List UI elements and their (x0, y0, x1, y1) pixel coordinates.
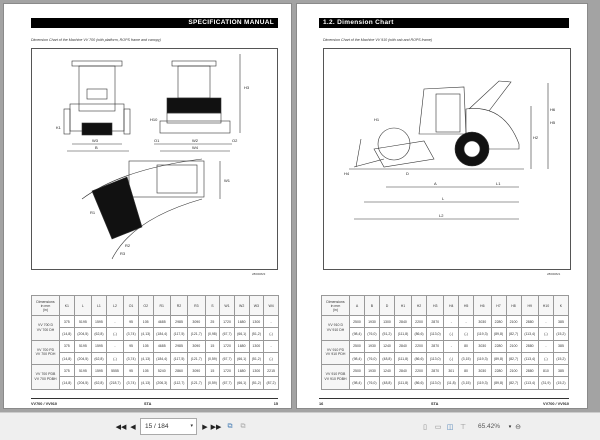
table-cell: (15,2) (553, 377, 568, 389)
table-cell: 1300 (249, 340, 264, 352)
table-cell: 95 (124, 365, 139, 377)
table-cell: (184,4) (153, 328, 170, 340)
table-cell: (98,4) (350, 352, 365, 364)
table-cell: (-) (106, 328, 123, 340)
model-name: VV 700 DH (36, 327, 55, 332)
table-cell: (119,3) (474, 328, 491, 340)
previous-view-icon[interactable]: ⧉ (227, 423, 233, 430)
dim-label-o1: O1 (154, 138, 160, 143)
zoom-dropdown-icon[interactable]: ▾ (508, 424, 512, 430)
table-cell: 1680 (234, 340, 249, 352)
table-cell: 80 (459, 340, 474, 352)
table-cell: 2280 (491, 340, 506, 352)
table-cell: - (106, 340, 123, 352)
table-cell: (89,8) (491, 377, 506, 389)
model-name: VV 910 PDB (325, 372, 346, 377)
table-cell: 1680 (234, 316, 249, 328)
table-cell: 385 (553, 365, 568, 377)
table-cell: 375 (60, 316, 75, 328)
table-cell: 1300 (379, 316, 394, 328)
model-name: VV 700 PDH (35, 352, 56, 357)
page-header: SPECIFICATION MANUAL (31, 18, 278, 28)
table-cell: 2870 (427, 365, 444, 377)
column-header: R2 (170, 296, 187, 316)
table-header-row (322, 296, 569, 316)
table-cell: (117,5) (170, 352, 187, 364)
table-cell: - (444, 316, 459, 328)
column-header: W3 (249, 296, 264, 316)
footer-brand-logo: STA (431, 402, 439, 406)
table-cell: 2840 (394, 365, 411, 377)
column-header: S (205, 296, 220, 316)
dim-label-b: B (95, 145, 98, 150)
dim-label-h6: H6 (550, 107, 556, 112)
table-cell: 3090 (188, 316, 205, 328)
table-cell: 2880 (521, 340, 538, 352)
table-cell: (-) (264, 352, 279, 364)
table-cell: 385 (553, 340, 568, 352)
table-cell: 1595 (92, 340, 107, 352)
table-cell: (-) (106, 352, 123, 364)
table-cell: 2860 (170, 365, 187, 377)
dim-label-h10: H10 (150, 117, 158, 122)
zoom-out-icon[interactable]: ⊖ (515, 424, 521, 431)
model-name: VV 700 PDB (35, 372, 56, 377)
page-header: 1.2. Dimension Chart (319, 18, 569, 28)
table-cell: (11,8) (444, 377, 459, 389)
table-cell: 375 (60, 365, 75, 377)
table-cell: 3090 (188, 340, 205, 352)
table-cell: (66,1) (234, 328, 249, 340)
table-cell: 1240 (379, 340, 394, 352)
column-header: L1 (92, 296, 107, 316)
table-cell: (111,8) (394, 328, 411, 340)
column-header: H2 (412, 296, 427, 316)
table-cell: 3030 (474, 340, 491, 352)
table-cell: (119,3) (474, 352, 491, 364)
table-cell: (4,13) (138, 328, 153, 340)
table-cell: 105 (138, 340, 153, 352)
model-name: VV 910 PDBH (324, 376, 347, 381)
table-cell: 4685 (153, 316, 170, 328)
table-row (322, 328, 569, 340)
single-page-view-icon[interactable]: ▯ (423, 424, 427, 431)
table-cell: 1720 (220, 365, 235, 377)
table-cell: (204,5) (74, 352, 91, 364)
table-cell: (87,2) (264, 377, 279, 389)
column-header: K1 (60, 296, 75, 316)
column-header: B (364, 296, 379, 316)
table-cell: (15,2) (553, 352, 568, 364)
dim-label-h5: H5 (550, 120, 556, 125)
continuous-two-page-view-icon[interactable]: ⊤ (459, 424, 467, 431)
page-number-input[interactable] (140, 418, 197, 435)
column-header: H3 (427, 296, 444, 316)
table-row (32, 377, 279, 389)
model-cell (32, 365, 60, 390)
column-header: O1 (124, 296, 139, 316)
column-header: R1 (153, 296, 170, 316)
table-cell: (15,2) (553, 328, 568, 340)
table-cell: 95 (124, 340, 139, 352)
table-cell: (82,7) (506, 328, 521, 340)
next-page-icon[interactable]: ▶ (202, 424, 208, 431)
table-cell: 2100 (506, 316, 521, 328)
table-cell: 2215 (264, 365, 279, 377)
dimensions-header-line: Dimensions (36, 299, 55, 304)
table-cell: (-) (264, 328, 279, 340)
table-cell: (3,74) (124, 328, 139, 340)
dim-label-a: A (434, 181, 437, 186)
table-cell: (-) (538, 328, 553, 340)
dimension-table (321, 295, 569, 390)
table-cell: 5555 (106, 365, 123, 377)
table-cell: 2280 (491, 365, 506, 377)
table-cell: (98,4) (350, 328, 365, 340)
top-view-drawing (82, 159, 220, 259)
table-cell: (113,0) (427, 352, 444, 364)
dimensions-header-line: (in) (42, 307, 49, 312)
column-header: D (379, 296, 394, 316)
last-page-icon[interactable]: ▶▶ (210, 424, 222, 431)
column-header: H9 (521, 296, 538, 316)
table-row (322, 377, 569, 389)
table-cell: (113,4) (521, 328, 538, 340)
model-name: VV 700 PDBH (34, 376, 57, 381)
table-cell: (62,8) (92, 328, 107, 340)
table-cell: (4,13) (138, 352, 153, 364)
table-cell: 5195 (74, 316, 91, 328)
model-name: VV 910 D (328, 323, 343, 328)
table-cell: (51,2) (249, 352, 264, 364)
table-cell: (121,7) (188, 377, 205, 389)
table-cell: 301 (444, 365, 459, 377)
model-name: VV 910 PDH (325, 352, 346, 357)
table-cell: 1720 (220, 340, 235, 352)
table-cell: (113,0) (427, 377, 444, 389)
model-cell (322, 316, 350, 341)
model-name: VV 910 PD (326, 347, 345, 352)
table-cell: 80 (459, 365, 474, 377)
table-cell: (113,4) (521, 352, 538, 364)
previous-page-icon[interactable]: ◀ (130, 424, 136, 431)
dim-label-r3: R3 (120, 251, 126, 256)
table-cell: - (444, 340, 459, 352)
rear-view-drawing (154, 54, 240, 151)
drawing-code: 28600823 (252, 272, 266, 276)
table-cell: 1720 (220, 316, 235, 328)
dim-label-d: D (406, 171, 409, 176)
table-cell: 2100 (506, 365, 521, 377)
dim-label-r2: R2 (125, 243, 131, 248)
column-header: W1 (220, 296, 235, 316)
dim-label-h1: H1 (374, 117, 380, 122)
table-cell: (51,2) (379, 328, 394, 340)
dimension-drawing (323, 48, 571, 270)
table-row (32, 340, 279, 352)
table-cell: (3,15) (459, 377, 474, 389)
dim-label-l2: L2 (439, 213, 444, 218)
model-cell (322, 365, 350, 390)
side-view-drawing (349, 81, 548, 219)
table-cell: (0,59) (205, 377, 220, 389)
column-header: R3 (188, 296, 205, 316)
table-cell: 25 (205, 316, 220, 328)
table-cell: (82,7) (506, 377, 521, 389)
table-cell: 105 (138, 365, 153, 377)
table-cell: (66,1) (234, 377, 249, 389)
table-cell: (14,8) (60, 328, 75, 340)
dim-label-l1: L1 (496, 181, 501, 186)
dimension-drawing (31, 48, 278, 270)
pdf-page-16 (296, 3, 588, 409)
dim-label-r1: R1 (90, 210, 96, 215)
table-cell: (111,8) (394, 352, 411, 364)
table-cell: (-) (459, 328, 474, 340)
table-cell: 2870 (427, 316, 444, 328)
table-cell: (62,8) (92, 377, 107, 389)
table-cell: 2100 (506, 340, 521, 352)
table-row (32, 328, 279, 340)
table-cell: 3030 (474, 316, 491, 328)
pdf-page-15 (3, 3, 292, 409)
model-name: VV 700 D (38, 323, 53, 328)
table-cell: 1300 (249, 365, 264, 377)
column-header: L2 (106, 296, 123, 316)
column-header: H1 (394, 296, 411, 316)
table-cell: (51,2) (249, 328, 264, 340)
table-cell: 2880 (521, 365, 538, 377)
table-cell: (62,8) (92, 352, 107, 364)
table-cell: (48,8) (379, 377, 394, 389)
column-header: H7 (491, 296, 506, 316)
column-header: W2 (234, 296, 249, 316)
table-cell: - (106, 316, 123, 328)
table-cell: (206,3) (153, 377, 170, 389)
table-cell: (113,4) (521, 377, 538, 389)
table-cell: (98,4) (350, 377, 365, 389)
dim-label-w2: W2 (192, 138, 198, 143)
dimensions-header-line: in mm (40, 303, 51, 308)
model-cell (32, 340, 60, 365)
table-cell: - (264, 316, 279, 328)
table-cell: 1680 (234, 365, 249, 377)
page-footer (319, 398, 569, 408)
pdf-viewer-toolbar (0, 412, 600, 440)
table-cell: 2280 (491, 316, 506, 328)
table-cell: (31,9) (538, 377, 553, 389)
table-cell: 2870 (427, 340, 444, 352)
dimensions-header-line: (in) (332, 307, 339, 312)
table-cell: 375 (60, 340, 75, 352)
column-header: O2 (138, 296, 153, 316)
column-header: H10 (538, 296, 553, 316)
model-cell (322, 340, 350, 365)
table-cell: 1930 (364, 365, 379, 377)
table-cell: - (538, 316, 553, 328)
table-cell: 5195 (74, 340, 91, 352)
table-cell: 4685 (153, 340, 170, 352)
page-footer (31, 398, 278, 408)
table-cell: (218,7) (106, 377, 123, 389)
table-cell: 5240 (153, 365, 170, 377)
table-cell: (48,8) (379, 352, 394, 364)
table-cell: (86,6) (412, 352, 427, 364)
table-cell: (-) (444, 352, 459, 364)
table-cell: 1595 (92, 316, 107, 328)
model-cell (32, 316, 60, 341)
table-cell: (51,2) (249, 377, 264, 389)
table-cell: 105 (138, 316, 153, 328)
table-cell: (0,59) (205, 352, 220, 364)
column-header: A (350, 296, 365, 316)
table-cell: (67,7) (220, 328, 235, 340)
table-header-row (32, 296, 279, 316)
table-row (32, 352, 279, 364)
table-cell: 2985 (170, 316, 187, 328)
table-cell: (76,0) (364, 352, 379, 364)
column-header: H4 (444, 296, 459, 316)
dimensions-header-line: Dimensions (326, 299, 345, 304)
model-name: VV 910 DH (326, 327, 345, 332)
drawing-caption: Dimension Chart of the Machine VV 910 (with cab and ROPS frame) (323, 38, 433, 42)
table-cell: (112,7) (170, 377, 187, 389)
table-cell: 2840 (394, 340, 411, 352)
table-cell: 810 (538, 365, 553, 377)
footer-brand-logo: STA (144, 402, 152, 406)
table-row (322, 365, 569, 377)
two-page-view-icon[interactable]: ◫ (446, 424, 454, 431)
table-cell: 1930 (364, 316, 379, 328)
dimensions-header (322, 296, 350, 316)
dim-label-h2: H2 (533, 135, 539, 140)
table-cell: (0,98) (205, 328, 220, 340)
table-row (32, 365, 279, 377)
table-cell: (204,5) (74, 328, 91, 340)
table-cell: 3030 (474, 365, 491, 377)
table-cell: 2500 (350, 316, 365, 328)
table-cell: 2985 (170, 340, 187, 352)
dimension-table (31, 295, 279, 390)
column-header: H8 (506, 296, 521, 316)
drawing-code: 28600821 (547, 272, 561, 276)
table-cell: 1300 (249, 316, 264, 328)
table-cell: (67,7) (220, 377, 235, 389)
table-cell: - (459, 316, 474, 328)
dim-label-w4: W4 (192, 145, 198, 150)
footer-model: VV700 / VV910 (543, 402, 569, 406)
column-header: W4 (264, 296, 279, 316)
table-cell: 15 (205, 340, 220, 352)
table-cell: (3,74) (124, 352, 139, 364)
table-cell: (14,8) (60, 377, 75, 389)
table-cell: (76,0) (364, 377, 379, 389)
table-cell: 1595 (92, 365, 107, 377)
table-row (322, 352, 569, 364)
table-cell: (113,0) (427, 328, 444, 340)
table-cell: (204,5) (74, 377, 91, 389)
table-cell: (117,5) (170, 328, 187, 340)
dim-label-h3: H3 (244, 85, 250, 90)
dim-label-h4: H4 (344, 171, 350, 176)
dim-label-o2: O2 (232, 138, 238, 143)
dim-label-k1: K1 (56, 125, 61, 130)
table-row (32, 316, 279, 328)
table-cell: (86,6) (412, 377, 427, 389)
table-cell: 2200 (412, 340, 427, 352)
column-header: L (74, 296, 91, 316)
table-cell: 2200 (412, 316, 427, 328)
table-cell: 2200 (412, 365, 427, 377)
table-cell: (111,8) (394, 377, 411, 389)
table-cell: (66,1) (234, 352, 249, 364)
table-cell: (3,15) (459, 352, 474, 364)
table-cell: 5195 (74, 365, 91, 377)
table-cell: (184,4) (153, 352, 170, 364)
table-cell: (82,7) (506, 352, 521, 364)
table-cell: 2500 (350, 340, 365, 352)
continuous-view-icon[interactable]: ▭ (434, 424, 442, 431)
table-cell: (76,0) (364, 328, 379, 340)
table-cell: (3,74) (124, 377, 139, 389)
table-row (322, 340, 569, 352)
table-cell: (121,7) (188, 352, 205, 364)
table-cell: (86,6) (412, 328, 427, 340)
footer-model: VV700 / VV910 (31, 402, 57, 406)
column-header: K (553, 296, 568, 316)
table-cell: 2840 (394, 316, 411, 328)
dim-label-l: L (442, 196, 445, 201)
dimensions-header-line: in mm (330, 303, 341, 308)
table-cell: (119,3) (474, 377, 491, 389)
footer-page-number: 15 (273, 402, 278, 406)
table-cell: 15 (205, 365, 220, 377)
table-cell: 2500 (350, 365, 365, 377)
model-name: VV 700 PD (36, 347, 55, 352)
table-cell: (14,8) (60, 352, 75, 364)
table-cell: 95 (124, 316, 139, 328)
dim-label-w1: W1 (224, 178, 230, 183)
next-view-icon[interactable]: ⧉ (240, 423, 246, 430)
table-cell: 1240 (379, 365, 394, 377)
table-cell: - (264, 340, 279, 352)
zoom-level[interactable]: 65.42% (478, 423, 501, 430)
table-cell: 385 (553, 316, 568, 328)
chevron-down-icon[interactable]: ▾ (190, 423, 193, 429)
table-cell: (-) (444, 328, 459, 340)
table-cell: 3090 (188, 365, 205, 377)
dim-label-w3: W3 (92, 138, 98, 143)
table-cell: (89,8) (491, 352, 506, 364)
table-cell: - (538, 340, 553, 352)
table-cell: (121,7) (188, 328, 205, 340)
first-page-icon[interactable]: ◀◀ (115, 424, 127, 431)
table-cell: 2880 (521, 316, 538, 328)
table-cell: (89,8) (491, 328, 506, 340)
table-cell: (-) (538, 352, 553, 364)
table-cell: (67,7) (220, 352, 235, 364)
column-header: H6 (474, 296, 491, 316)
page-indicator: 15 / 184 (145, 423, 169, 430)
footer-page-number: 16 (319, 402, 324, 406)
table-cell: (4,13) (138, 377, 153, 389)
column-header: H5 (459, 296, 474, 316)
table-cell: 1930 (364, 340, 379, 352)
table-row (322, 316, 569, 328)
dimensions-header (32, 296, 60, 316)
drawing-caption: Dimension Chart of the Machine VV 700 (with platform, ROPS frame and canopy) (31, 38, 161, 42)
